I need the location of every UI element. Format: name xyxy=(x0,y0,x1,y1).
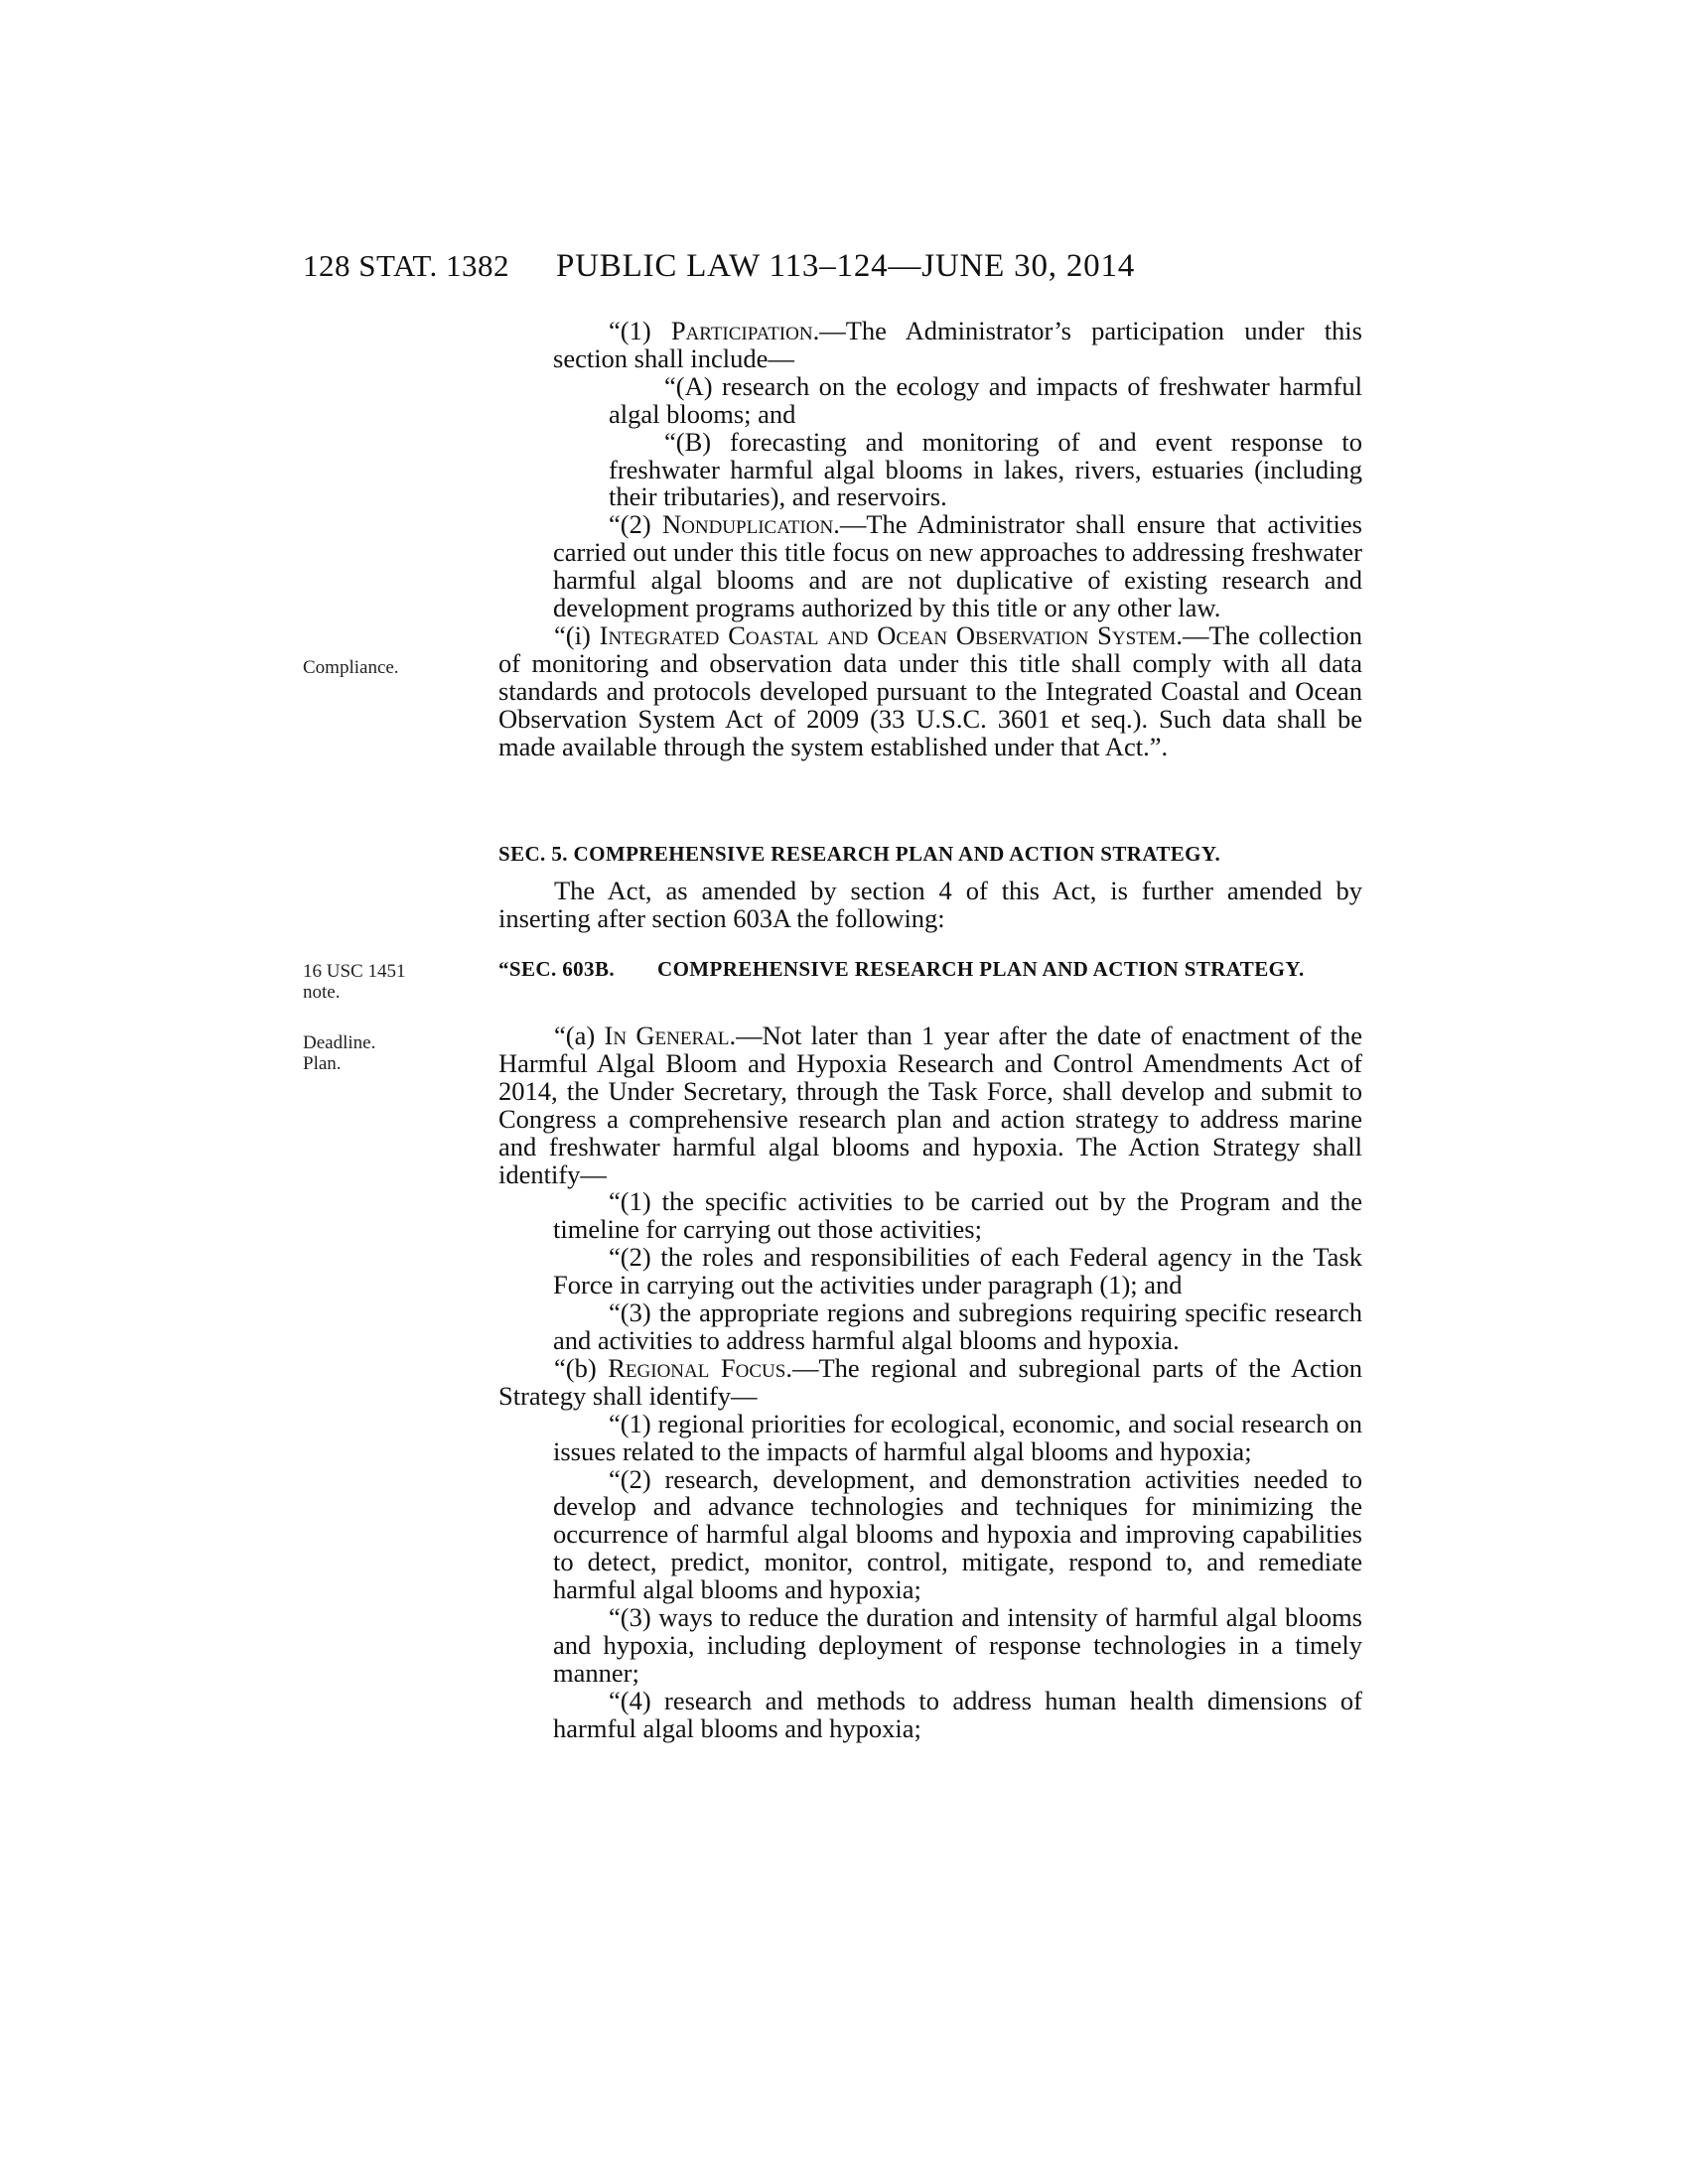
section-603b-title: COMPREHENSIVE RESEARCH PLAN AND ACTION STRATEGY. xyxy=(657,957,1305,981)
paragraph-number: “(a) xyxy=(554,1021,605,1050)
paragraph-a-3: “(3) the appropriate regions and subregions requiring specific research and activities to address harmful algal blooms and hypoxia. xyxy=(553,1297,1362,1355)
paragraph-heading: Participation xyxy=(670,316,813,345)
paragraph-a-1: “(1) the specific activities to be carried out by the Program and the timeline for carrying out those activities; xyxy=(553,1186,1362,1245)
paragraph-b-4: “(4) research and methods to address human health dimensions of harmful algal blooms and hypoxia; xyxy=(553,1685,1362,1743)
paragraph-a-2: “(2) the roles and responsibilities of each Federal agency in the Task Force in carrying out the activities under paragraph (1); and xyxy=(553,1242,1362,1300)
paragraph-heading: Regional Focus xyxy=(608,1352,786,1383)
paragraph-text: .—The Administrator shall ensure that activities carried out under this title focus on new approaches to addressing freshwater harmful algal blooms and are not duplicative of existing research and development programs authorized by this title or any other law. xyxy=(553,509,1362,623)
margin-note-plan: Plan. xyxy=(303,1053,342,1074)
paragraph-1-B: “(B) forecasting and monitoring of and event response to freshwater harmful algal blooms in lakes, rivers, estuaries (including their tributaries), and reservoirs. xyxy=(609,426,1362,512)
margin-note-usc-line2: note. xyxy=(303,982,341,1003)
paragraph-text: .—The collection of monitoring and observation data under this title shall comply with all data standards and protocols developed pursuant to the Integrated Coastal and Ocean Observation System Act of 2009 (33 U.S.C. 3601 et seq.). Such data shall be made available through the system established under that Act.”. xyxy=(498,619,1362,761)
margin-note-usc-line1: 16 USC 1451 xyxy=(303,961,406,982)
section-5-heading: SEC. 5. COMPREHENSIVE RESEARCH PLAN AND ACTION STRATEGY. xyxy=(498,842,1221,866)
margin-note-deadline-plan xyxy=(303,1032,375,1074)
paragraph-number: “(b) xyxy=(554,1352,609,1383)
paragraph-number: “(1) xyxy=(609,316,671,345)
paragraph-2-nonduplication xyxy=(498,511,1362,622)
margin-note-compliance: Compliance. xyxy=(303,657,399,678)
paragraph-b-1: “(1) regional priorities for ecological, economic, and social research on issues related to the impacts of harmful algal blooms and hypoxia; xyxy=(553,1408,1362,1466)
paragraph-number: “(2) xyxy=(609,509,662,540)
paragraph-1-A: “(A) research on the ecology and impacts of freshwater harmful algal blooms; and xyxy=(609,370,1362,429)
text-block-continuation xyxy=(498,318,1362,761)
paragraph-heading: Nonduplication xyxy=(662,509,834,540)
margin-note-usc xyxy=(303,961,405,1003)
paragraph-text: .—The Administrator’s participation under this section shall include— xyxy=(553,316,1362,373)
paragraph-b-3: “(3) ways to reduce the duration and intensity of harmful algal blooms and hypoxia, including deployment of response technologies in a timely manner; xyxy=(553,1602,1362,1688)
paragraph-text: .—Not later than 1 year after the date of enactment of the Harmful Algal Bloom and Hypoxia Research and Control Amendments Act of 2014, the Under Secretary, through the Task Force, shall develop and submit to Congress a comprehensive research plan and action strategy to address marine and freshwater harmful algal blooms and hypoxia. The Action Strategy shall identify— xyxy=(498,1021,1362,1189)
paragraph-heading: In General xyxy=(604,1021,730,1050)
subsection-i-observation-system xyxy=(498,619,1362,761)
subsection-b-regional-focus xyxy=(498,1352,1362,1411)
section-603b-heading xyxy=(498,955,1521,983)
page-header-title: PUBLIC LAW 113–124—JUNE 30, 2014 xyxy=(556,248,1136,284)
section-5-intro-block xyxy=(498,878,1362,933)
paragraph-text: .—The regional and subregional parts of the Action Strategy shall identify— xyxy=(498,1352,1362,1411)
paragraph-heading: Integrated Coastal and Ocean Observation System xyxy=(599,619,1177,650)
paragraph-number: “(i) xyxy=(554,619,600,650)
paragraph-1-participation xyxy=(498,318,1362,373)
text-block-section-603b xyxy=(498,1023,1362,1743)
paragraph-b-2: “(2) research, development, and demonstration activities needed to develop and advance technologies and techniques for minimizing the occurrence of harmful algal blooms and hypoxia and improving capabilities to detect, predict, monitor, control, mitigate, respond to, and remediate harmful algal blooms and hypoxia; xyxy=(553,1463,1362,1605)
section-603b-number: “SEC. 603B. xyxy=(498,957,616,981)
margin-note-deadline: Deadline. xyxy=(303,1032,376,1053)
section-5-intro: The Act, as amended by section 4 of this Act, is further amended by inserting after section 603A the following: xyxy=(498,876,1362,933)
subsection-a-in-general xyxy=(498,1023,1362,1188)
page-stat-citation: 128 STAT. 1382 xyxy=(303,248,510,283)
